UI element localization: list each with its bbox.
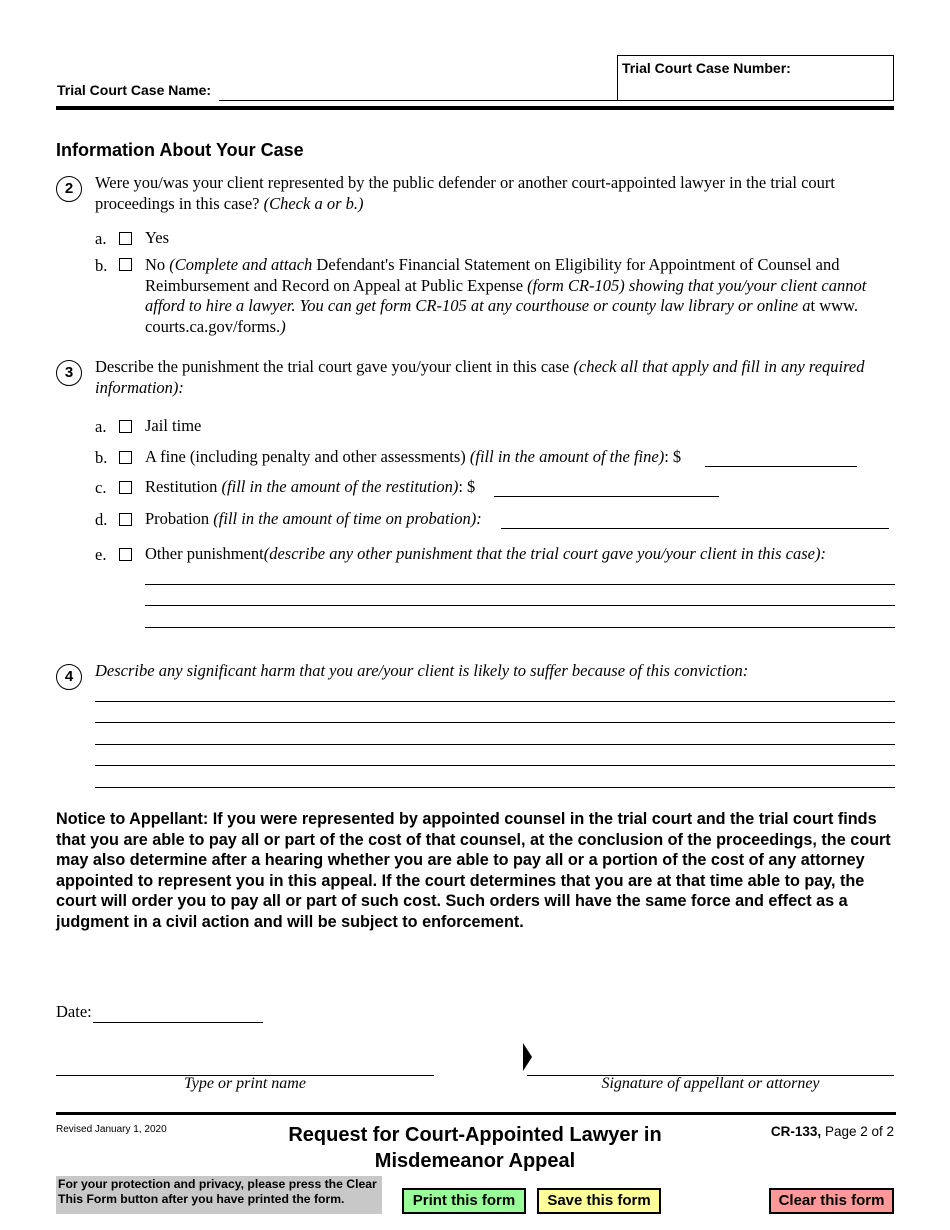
other-punishment-label-text: Other punishment <box>145 544 264 563</box>
clear-form-button[interactable]: Clear this form <box>769 1188 894 1214</box>
print-form-button[interactable]: Print this form <box>402 1188 526 1214</box>
jail-time-checkbox[interactable] <box>119 420 132 433</box>
fine-dollar: : $ <box>664 447 682 466</box>
signature-caption: Signature of appellant or attorney <box>601 1075 820 1092</box>
item-number-3: 3 <box>56 360 82 386</box>
case-number-box[interactable] <box>617 55 894 101</box>
notice-to-appellant: Notice to Appellant: If you were represented by appointed counsel in the trial court and the trial court finds that you are able to pay all or part of the cost of that counsel, at the conclusion of the proceedings, the court may also determine after a hearing whether you are able to pay all or a portion of the cost of any attorney appointed to represent you in this appeal. If the court determines that you are at that time able to pay, the court will order you to pay all or part of such cost. Such orders will have the same force and effect as a judgment in a civil action and will be subject to enforcement. <box>56 810 891 931</box>
item4-question <box>95 661 895 682</box>
item2-no-text <box>145 255 895 337</box>
harm-line-2[interactable] <box>95 722 895 723</box>
probation-checkbox[interactable] <box>119 513 132 526</box>
probation-label <box>145 509 482 530</box>
item2-no-checkbox[interactable] <box>119 258 132 271</box>
item2-yes-checkbox[interactable] <box>119 232 132 245</box>
case-name-field[interactable] <box>219 100 618 101</box>
item2-question <box>95 173 895 214</box>
item2-option-b-letter: b. <box>95 256 108 275</box>
header-rule <box>56 106 894 110</box>
other-punishment-checkbox[interactable] <box>119 548 132 561</box>
jail-time-label: Jail time <box>145 416 202 435</box>
harm-line-1[interactable] <box>95 701 895 702</box>
probation-hint: (fill in the amount of time on probation): <box>213 509 482 528</box>
item3-option-c-letter: c. <box>95 478 107 497</box>
other-punishment-hint: (describe any other punishment that the trial court gave you/your client in this case): <box>263 544 826 563</box>
item3-question-hint: (check all that apply and fill in any required information): <box>95 357 865 397</box>
harm-line-4[interactable] <box>95 765 895 766</box>
print-name-caption: Type or print name <box>184 1075 306 1092</box>
item-number-2: 2 <box>56 176 82 202</box>
item2-no-instruction-rest: (form CR-105) showing that you/your client cannot afford to hire a lawyer. You can get form CR-105 at any courthouse or county law library or online a <box>145 275 867 315</box>
item3-option-b-letter: b. <box>95 448 108 467</box>
item2-no-label: No <box>145 255 166 274</box>
form-title-line-1: Request for Court-Appointed Lawyer in <box>288 1124 662 1146</box>
form-id <box>640 1124 894 1139</box>
probation-label-text: Probation <box>145 509 210 528</box>
date-field[interactable] <box>93 1022 263 1023</box>
section-title: Information About Your Case <box>56 140 304 160</box>
page-number: Page 2 of 2 <box>824 1124 894 1139</box>
item3-question-text: Describe the punishment the trial court gave you/your client in this case <box>95 357 570 376</box>
revised-date: Revised January 1, 2020 <box>56 1124 167 1135</box>
restitution-label <box>145 477 475 498</box>
date-label: Date: <box>56 1002 92 1021</box>
fine-hint: (fill in the amount of the fine) <box>469 447 665 466</box>
item3-option-e-letter: e. <box>95 545 107 564</box>
probation-time-field[interactable] <box>501 528 889 529</box>
form-title <box>255 1122 695 1174</box>
item2-yes-label: Yes <box>145 228 170 247</box>
item3-option-d-letter: d. <box>95 510 108 529</box>
item2-option-a-letter: a. <box>95 229 107 248</box>
item2-no-instruction: (Complete and attach <box>169 255 313 274</box>
signature-arrow-icon <box>523 1043 532 1071</box>
restitution-hint: (fill in the amount of the restitution) <box>221 477 459 496</box>
fine-checkbox[interactable] <box>119 451 132 464</box>
item-number-4: 4 <box>56 664 82 690</box>
courts-website: t www. courts.ca.gov/forms. <box>145 296 858 336</box>
item3-question <box>95 357 895 398</box>
restitution-label-text: Restitution <box>145 477 218 496</box>
harm-line-3[interactable] <box>95 744 895 745</box>
item2-no-close: ) <box>280 316 286 336</box>
fine-label-text: A fine (including penalty and other assessments) <box>145 447 466 466</box>
case-name-label: Trial Court Case Name: <box>57 82 212 98</box>
form-title-line-2: Misdemeanor Appeal <box>374 1150 576 1172</box>
restitution-checkbox[interactable] <box>119 481 132 494</box>
form-number: CR-133, <box>770 1124 822 1139</box>
save-form-button[interactable]: Save this form <box>537 1188 661 1214</box>
item3-option-a-letter: a. <box>95 417 107 436</box>
restitution-dollar: : $ <box>458 477 476 496</box>
other-punishment-line-3[interactable] <box>145 627 895 628</box>
case-number-label: Trial Court Case Number: <box>622 60 791 76</box>
fine-label <box>145 447 681 468</box>
other-punishment-line-2[interactable] <box>145 605 895 606</box>
fine-amount-field[interactable] <box>705 466 857 467</box>
item4-question-text: Describe any significant harm that you are/your client is likely to suffer because of this conviction: <box>95 661 749 680</box>
restitution-amount-field[interactable] <box>494 496 719 497</box>
other-punishment-line-1[interactable] <box>145 584 895 585</box>
other-punishment-label <box>145 544 826 565</box>
footer-rule <box>56 1112 896 1115</box>
item2-question-hint: (Check a or b.) <box>263 193 364 213</box>
harm-line-5[interactable] <box>95 787 895 788</box>
item2-question-text: Were you/was your client represented by the public defender or another court-appointed lawyer in the trial court proceedings in this case? <box>95 173 835 213</box>
privacy-note: For your protection and privacy, please press the Clear This Form button after you have printed the form. <box>56 1176 382 1214</box>
form-cr105-title: Defendant's Financial Statement on Eligibility for Appointment of Counsel and Reimbursement and Record on Appeal at Public Expense <box>145 255 840 295</box>
